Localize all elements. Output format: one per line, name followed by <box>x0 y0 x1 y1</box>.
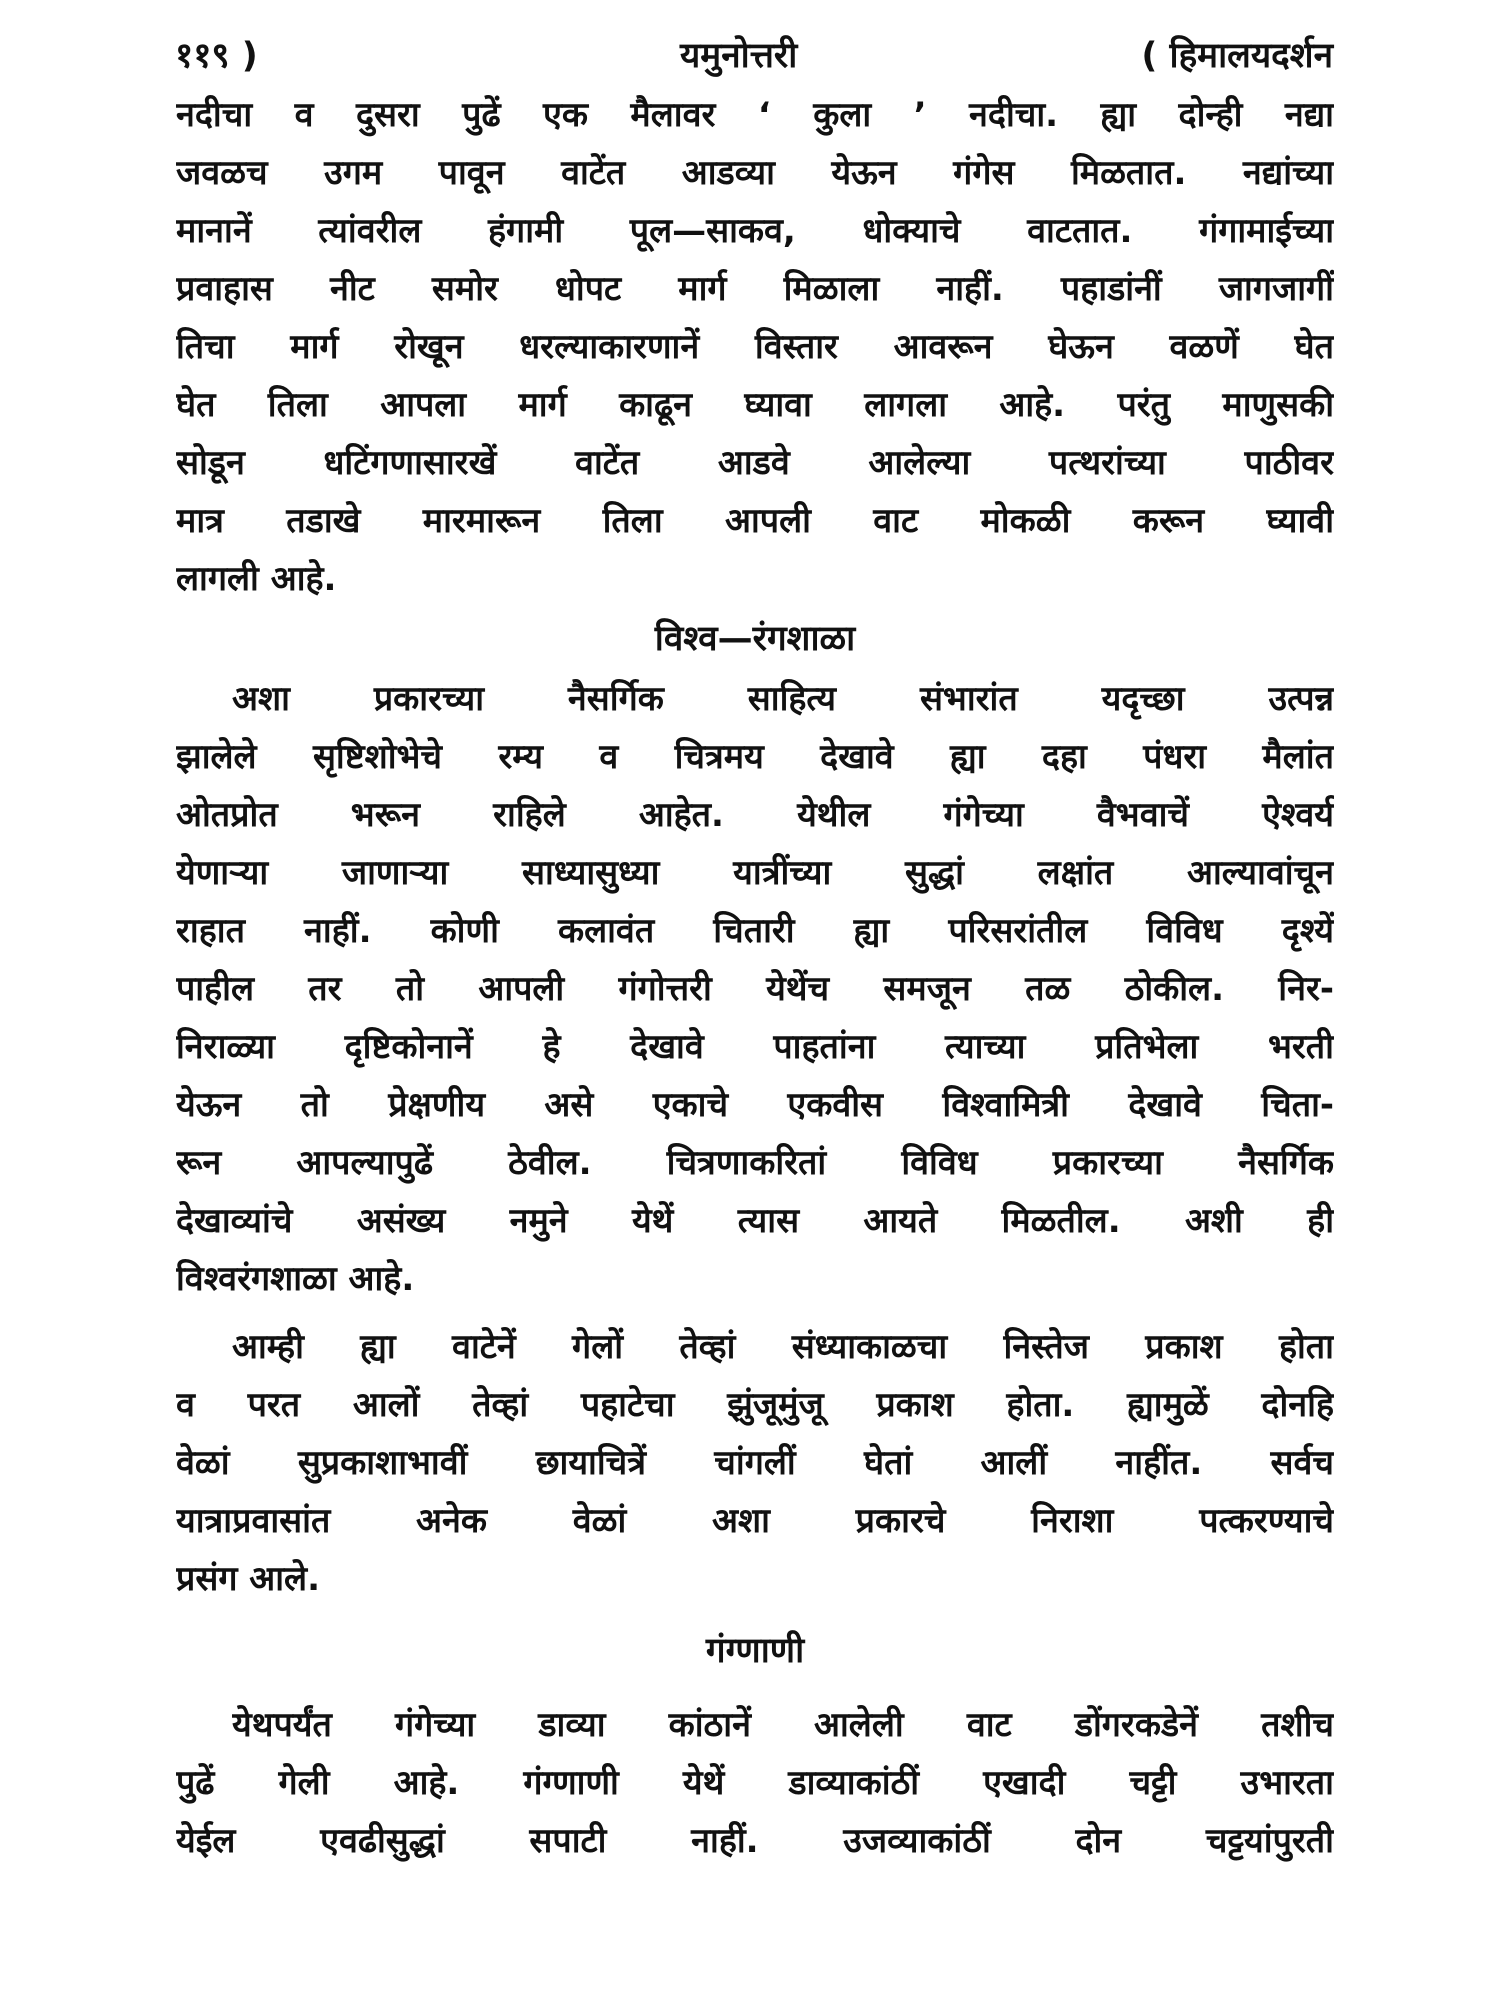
text-line: पाहील तर तो आपली गंगोत्तरी येथेंच समजून तळ ठोकील. निर- <box>176 969 1334 1009</box>
text-line: येऊन तो प्रेक्षणीय असे एकाचे एकवीस विश्वामित्री देखावे चिता- <box>176 1085 1334 1125</box>
text-line: नदीचा व दुसरा पुढें एक मैलावर ‘ कुला ’ नदीचा. ह्या दोन्ही नद्या <box>176 95 1334 135</box>
text-line: लागली आहे. <box>176 559 337 599</box>
text-line: तिचा मार्ग रोखून धरल्याकारणानें विस्तार आवरून घेऊन वळणें घेत <box>176 327 1334 367</box>
section-heading: विश्व—रंगशाळा <box>654 619 856 659</box>
text-line: येणाऱ्या जाणाऱ्या साध्यासुध्या यात्रींच्या सुद्धां लक्षांत आल्यावांचून <box>176 853 1334 893</box>
text-line: मात्र तडाखे मारमारून तिला आपली वाट मोकळी करून घ्यावी <box>176 501 1334 541</box>
text-line: पुढें गेली आहे. गंग्णाणी येथें डाव्याकांठीं एखादी चट्टी उभारता <box>176 1763 1334 1803</box>
text-line: प्रसंग आले. <box>176 1559 321 1599</box>
section-heading: गंग्णाणी <box>705 1631 805 1671</box>
book-title: ( हिमालयदर्शन <box>1141 36 1333 76</box>
text-line: घेत तिला आपला मार्ग काढून घ्यावा लागला आहे. परंतु माणुसकी <box>176 385 1334 425</box>
text-line: निराळ्या दृष्टिकोनानें हे देखावे पाहतांना त्याच्या प्रतिभेला भरती <box>176 1027 1334 1067</box>
text-line: राहात नाहीं. कोणी कलावंत चितारी ह्या परिसरांतील विविध दृश्यें <box>176 911 1334 951</box>
text-line: अशा प्रकारच्या नैसर्गिक साहित्य संभारांत यदृच्छा उत्पन्न <box>232 679 1334 719</box>
text-line: जवळच उगम पावून वाटेंत आडव्या येऊन गंगेस मिळतात. नद्यांच्या <box>176 153 1334 193</box>
text-line: झालेले सृष्टिशोभेचे रम्य व चित्रमय देखावे ह्या दहा पंधरा मैलांत <box>176 737 1334 777</box>
text-line: प्रवाहास नीट समोर धोपट मार्ग मिळाला नाहीं. पहाडांनीं जागजागीं <box>176 269 1334 309</box>
page-number: ११९ ) <box>175 36 258 76</box>
text-line: मानानें त्यांवरील हंगामी पूल—साकव, धोक्याचे वाटतात. गंगामाईच्या <box>176 211 1334 251</box>
text-line: येथपर्यंत गंगेच्या डाव्या कांठानें आलेली वाट डोंगरकडेनें तशीच <box>232 1705 1334 1745</box>
text-line: व परत आलों तेव्हां पहाटेचा झुंजूमुंजू प्रकाश होता. ह्यामुळें दोनहि <box>176 1385 1334 1425</box>
text-line: ओतप्रोत भरून राहिले आहेत. येथील गंगेच्या वैभवाचें ऐश्वर्य <box>176 795 1334 835</box>
text-line: विश्वरंगशाळा आहे. <box>176 1259 415 1299</box>
text-line: सोडून धटिंगणासारखें वाटेंत आडवे आलेल्या पत्थरांच्या पाठीवर <box>176 443 1334 483</box>
text-line: वेळां सुप्रकाशाभावीं छायाचित्रें चांगलीं घेतां आलीं नाहींत. सर्वच <box>176 1443 1334 1483</box>
text-line: आम्ही ह्या वाटेनें गेलों तेव्हां संध्याकाळचा निस्तेज प्रकाश होता <box>232 1327 1334 1367</box>
text-line: यात्राप्रवासांत अनेक वेळां अशा प्रकारचे निराशा पत्करण्याचे <box>176 1501 1334 1541</box>
page-header <box>175 18 1333 94</box>
text-line: येईल एवढीसुद्धां सपाटी नाहीं. उजव्याकांठीं दोन चट्टयांपुरती <box>176 1821 1334 1861</box>
chapter-title: यमुनोत्तरी <box>680 36 798 76</box>
text-line: देखाव्यांचे असंख्य नमुने येथें त्यास आयते मिळतील. अशी ही <box>176 1201 1334 1241</box>
text-line: रून आपल्यापुढें ठेवील. चित्रणाकरितां विविध प्रकारच्या नैसर्गिक <box>176 1143 1334 1183</box>
